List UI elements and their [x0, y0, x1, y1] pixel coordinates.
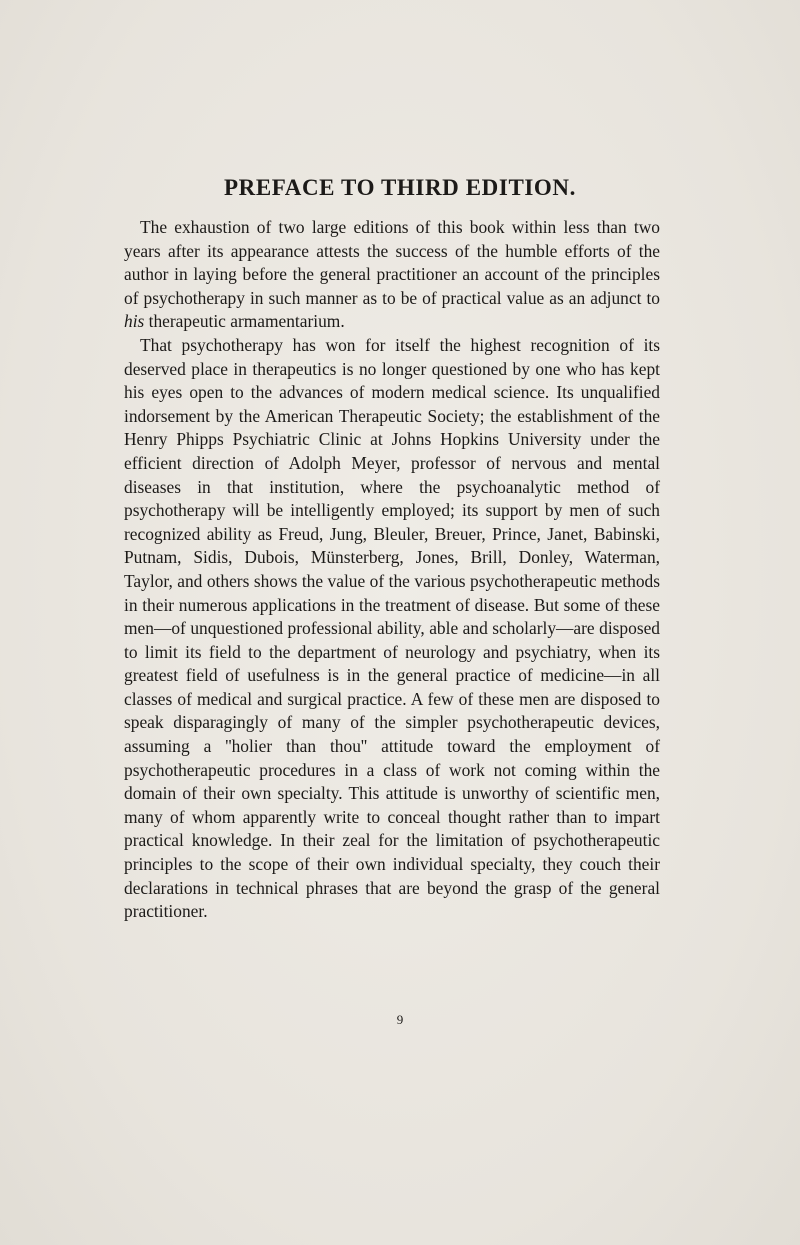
paragraph-1-start: The exhaustion of two large editions of this book within less than two years after its appearance attests the success of the humble efforts of the author in laying before the general practitioner an account of the principles of psychotherapy in such manner as to be of practical value as an adjunct to	[124, 217, 660, 308]
preface-body	[124, 216, 660, 924]
paragraph-1-end: therapeutic armamentarium.	[144, 311, 345, 332]
page-number: 9	[396, 1012, 404, 1027]
paragraph-2: That psychotherapy has won for itself the highest recognition of its deserved place in therapeutics is no longer questioned by one who has kept his eyes open to the advances of modern medical science. Its unqualified indorsement by the American Therapeutic Society; the establishment of the Henry Phipps Psychiatric Clinic at Johns Hopkins University under the efficient direction of Adolph Meyer, professor of nervous and mental diseases in that institution, where the psychoanalytic method of psychotherapy will be intelligently employed; its support by men of such recognized ability as Freud, Jung, Bleuler, Breuer, Prince, Janet, Babinski, Putnam, Sidis, Dubois, Münsterberg, Jones, Brill, Donley, Waterman, Taylor, and others shows the value of the various psychotherapeutic methods in their numerous applications in the treatment of disease. But some of these men—of unquestioned professional ability, able and scholarly—are disposed to limit its field to the department of neurology and psychiatry, when its greatest field of usefulness is in the general practice of medicine—in all classes of medical and surgical practice. A few of these men are disposed to speak disparagingly of many of the simpler psychotherapeutic devices, assuming a ''holier than thou'' attitude toward the employment of psychotherapeutic procedures in a class of work not coming within the domain of their own specialty. This attitude is unworthy of scientific men, many of whom apparently write to conceal thought rather than to impart practical knowledge. In their zeal for the limitation of psychotherapeutic principles to the scope of their own individual specialty, they couch their declarations in technical phrases that are beyond the grasp of the general practitioner.	[124, 334, 660, 922]
emphasis-his: his	[124, 311, 145, 332]
preface-heading: PREFACE TO THIRD EDITION.	[224, 175, 576, 200]
paragraph-1	[124, 216, 660, 334]
